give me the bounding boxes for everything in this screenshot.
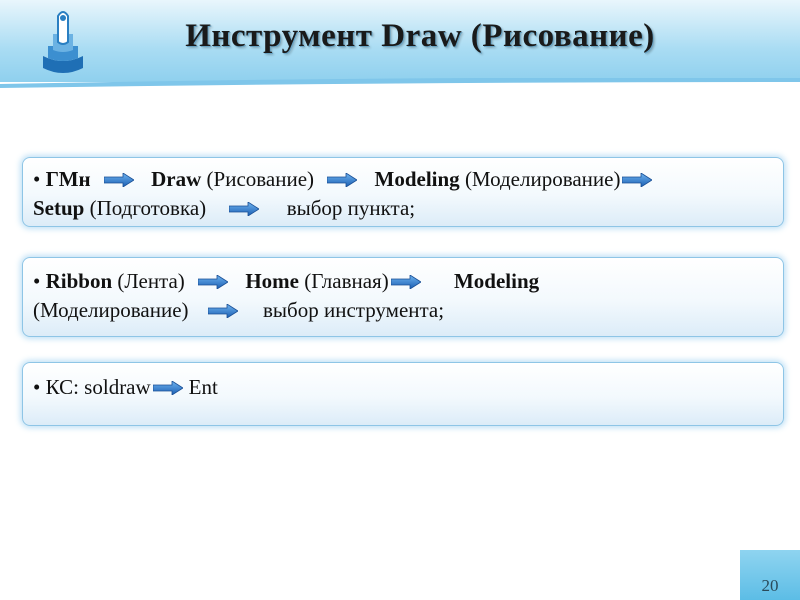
term-modeling: Modeling: [374, 167, 460, 191]
term-modeling-translation: (Моделирование): [464, 167, 621, 191]
term-enter: Ent: [188, 375, 218, 399]
arrow-right-icon: [153, 381, 183, 395]
term-gmn: ГМн: [45, 167, 91, 191]
content-box-menu: [22, 157, 784, 227]
term-home: Home: [245, 269, 299, 293]
page-number: 20: [761, 576, 779, 595]
term-modeling-translation: (Моделирование): [33, 298, 189, 322]
term-home-translation: (Главная): [304, 269, 389, 293]
term-modeling: Modeling: [453, 269, 540, 293]
slide-title: Инструмент Draw (Рисование): [185, 18, 655, 54]
term-ribbon-translation: (Лента): [117, 269, 185, 293]
term-draw-translation: (Рисование): [206, 167, 315, 191]
term-setup: Setup: [33, 196, 85, 220]
arrow-right-icon: [198, 275, 228, 289]
arrow-right-icon: [208, 304, 238, 318]
term-draw: Draw: [151, 167, 202, 191]
logo-icon: [38, 6, 88, 76]
content-box-ribbon: [22, 257, 784, 337]
term-select-item: выбор пункта;: [286, 196, 416, 220]
arrow-right-icon: [229, 202, 259, 216]
term-ribbon: Ribbon: [45, 269, 113, 293]
content-box-command: [22, 362, 784, 426]
bullet: •: [33, 375, 41, 399]
arrow-right-icon: [327, 173, 357, 187]
term-command: КС: soldraw: [45, 375, 151, 399]
arrow-right-icon: [104, 173, 134, 187]
arrow-right-icon: [622, 173, 652, 187]
header-swoosh: [0, 78, 800, 94]
bullet: •: [33, 167, 41, 191]
term-select-tool: выбор инструмента;: [263, 298, 445, 322]
arrow-right-icon: [391, 275, 421, 289]
bullet: •: [33, 269, 41, 293]
term-setup-translation: (Подготовка): [89, 196, 207, 220]
